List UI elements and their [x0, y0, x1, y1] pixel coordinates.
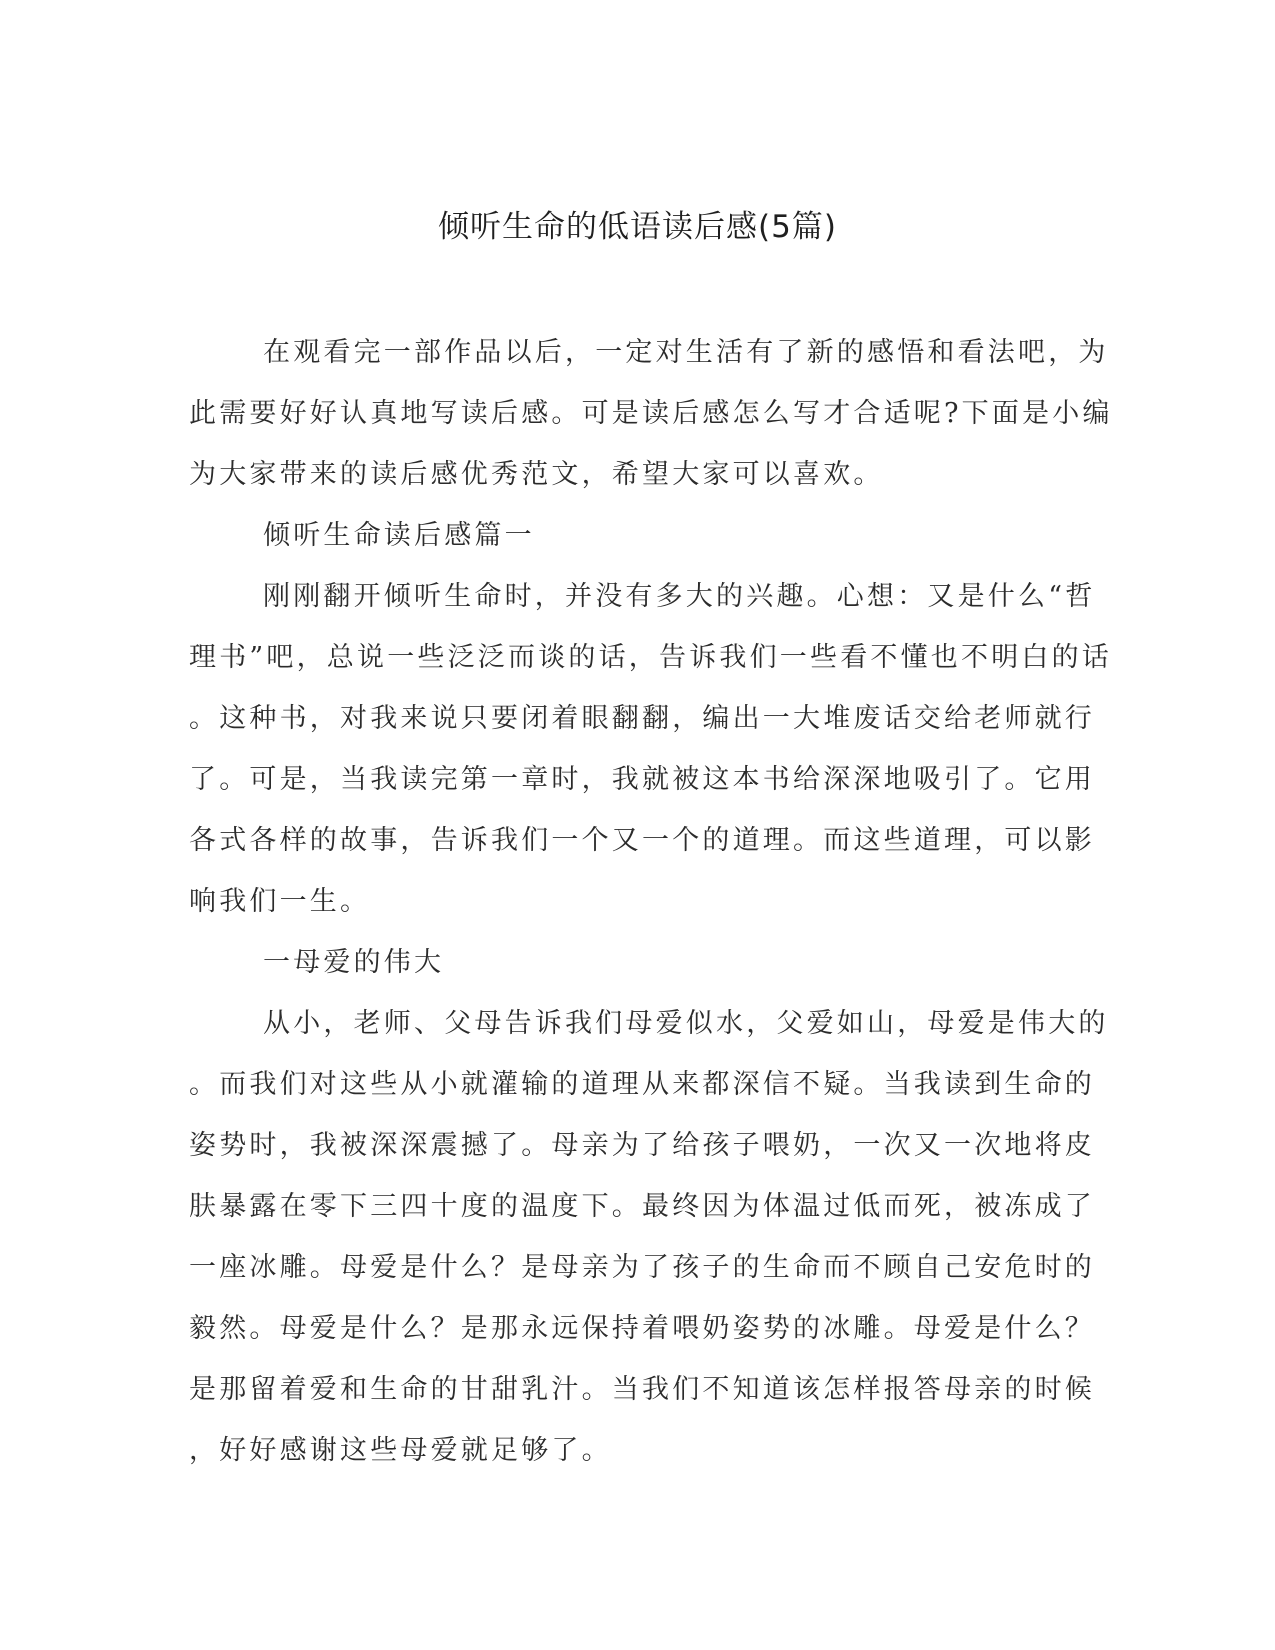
- body-line: 。而我们对这些从小就灌输的道理从来都深信不疑。当我读到生命的: [189, 1069, 1095, 1100]
- body-line: 姿势时，我被深深震撼了。母亲为了给孩子喂奶，一次又一次地将皮: [189, 1130, 1095, 1161]
- body-line: 了。可是，当我读完第一章时，我就被这本书给深深地吸引了。它用: [189, 764, 1095, 795]
- body-line: 肤暴露在零下三四十度的温度下。最终因为体温过低而死，被冻成了: [189, 1191, 1095, 1222]
- body-line: 此需要好好认真地写读后感。可是读后感怎么写才合适呢?下面是小编: [189, 398, 1113, 429]
- body-line: 从小，老师、父母告诉我们母爱似水，父爱如山，母爱是伟大的: [263, 1008, 1109, 1039]
- body-line: 在观看完一部作品以后，一定对生活有了新的感悟和看法吧，为: [263, 337, 1109, 368]
- body-line: 刚刚翻开倾听生命时，并没有多大的兴趣。心想：又是什么“哲: [263, 581, 1096, 612]
- document-body: [189, 322, 1113, 1481]
- body-line: 毅然。母爱是什么？是那永远保持着喂奶姿势的冰雕。母爱是什么？: [189, 1313, 1095, 1344]
- document-title: 倾听生命的低语读后感(5篇): [438, 209, 837, 245]
- section-heading: 倾听生命读后感篇一: [263, 520, 535, 551]
- body-line: 响我们一生。: [189, 886, 371, 917]
- sub-heading: 一母爱的伟大: [263, 947, 445, 978]
- body-line: 各式各样的故事，告诉我们一个又一个的道理。而这些道理，可以影: [189, 825, 1095, 856]
- body-line: 一座冰雕。母爱是什么？是母亲为了孩子的生命而不顾自己安危时的: [189, 1252, 1095, 1283]
- body-line: ，好好感谢这些母爱就足够了。: [189, 1435, 612, 1466]
- body-line: 。这种书，对我来说只要闭着眼翻翻，编出一大堆废话交给老师就行: [189, 703, 1095, 734]
- body-line: 为大家带来的读后感优秀范文，希望大家可以喜欢。: [189, 459, 884, 490]
- body-line: 理书”吧，总说一些泛泛而谈的话，告诉我们一些看不懂也不明白的话: [189, 642, 1113, 673]
- body-line: 是那留着爱和生命的甘甜乳汁。当我们不知道该怎样报答母亲的时候: [189, 1374, 1095, 1405]
